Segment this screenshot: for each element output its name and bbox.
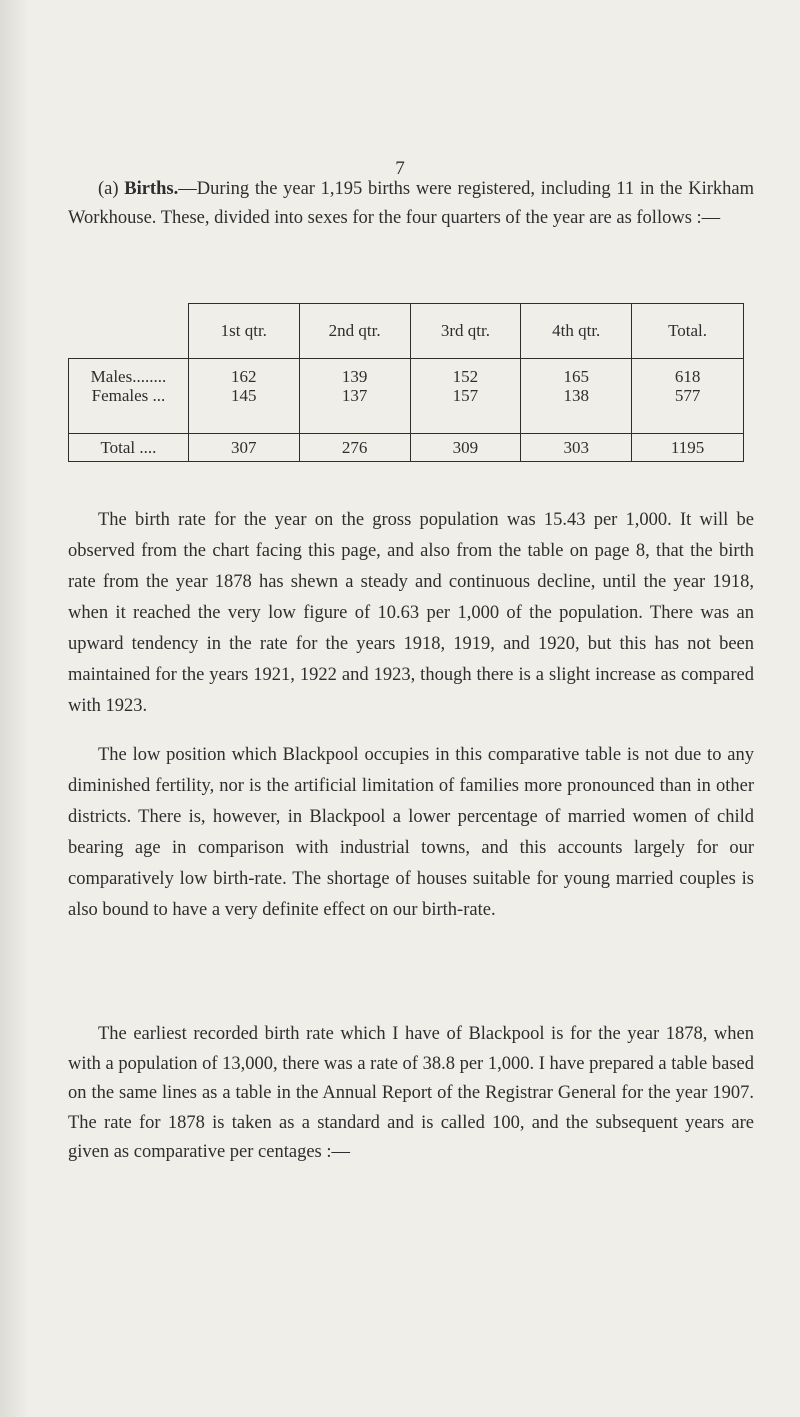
total-q3: 309 bbox=[410, 434, 521, 462]
females-q2: 137 bbox=[341, 386, 368, 405]
total-q1: 307 bbox=[188, 434, 299, 462]
row-label-males: Males........ bbox=[90, 367, 167, 386]
section-prefix: (a) bbox=[98, 179, 125, 199]
table-corner-cell bbox=[69, 304, 189, 359]
total-row-label: Total .... bbox=[69, 434, 189, 462]
table-data-rows bbox=[69, 359, 744, 434]
q1-cell bbox=[188, 359, 299, 434]
birth-rate-paragraph: The birth rate for the year on the gross population was 15.43 per 1,000. It will be observed from the chart facing this page, and also from the table on page 8, that the birth rate from the year 1878 has shewn a steady and continuous decline, until the year 1918, when it reached the very low figure of 10.63 per 1,000 of the population. There was an upward tendency in the rate for the years 1918, 1919, and 1920, but this has not been maintained for the years 1921, 1922 and 1923, though there is a slight increase as compared with 1923. bbox=[68, 510, 754, 716]
females-q1: 145 bbox=[231, 386, 257, 405]
column-header: 1st qtr. bbox=[188, 304, 299, 359]
total-cell bbox=[632, 359, 744, 434]
males-q2: 139 bbox=[341, 367, 368, 386]
page-edge-shadow bbox=[0, 0, 28, 1417]
page-number: 7 bbox=[395, 158, 405, 179]
males-q4: 165 bbox=[563, 367, 589, 386]
low-position-paragraph: The low position which Blackpool occupies in this comparative table is not due to any diminished fertility, nor is the artificial limitation of families more pronounced than in other districts. There is, however, in Blackpool a lower percentage of married women of child bearing age in comparison with industrial towns, and this accounts largely for our comparatively low birth-rate. The shortage of houses suitable for young married couples is also bound to have a very definite effect on our birth-rate. bbox=[68, 745, 754, 920]
males-total: 618 bbox=[674, 367, 701, 386]
q3-cell bbox=[410, 359, 521, 434]
column-header: 4th qtr. bbox=[521, 304, 632, 359]
table-total-row bbox=[69, 434, 744, 462]
males-q1: 162 bbox=[231, 367, 257, 386]
females-q4: 138 bbox=[563, 386, 589, 405]
births-intro-paragraph bbox=[68, 175, 754, 233]
q2-cell bbox=[299, 359, 410, 434]
column-header: 2nd qtr. bbox=[299, 304, 410, 359]
row-labels-cell bbox=[69, 359, 189, 434]
table-header-row bbox=[69, 304, 744, 359]
males-q3: 152 bbox=[452, 367, 479, 386]
q4-cell bbox=[521, 359, 632, 434]
section-intro: —During the year 1,195 births were registered, including 11 in the Kirkham Workhouse. These, divided into sexes for the four quarters of the year are as follows :— bbox=[68, 179, 754, 228]
earliest-rate-paragraph: The earliest recorded birth rate which I have of Blackpool is for the year 1878, when with a population of 13,000, there was a rate of 38.8 per 1,000. I have prepared a table based on the same lines as a table in the Annual Report of the Registrar General for the year 1907. The rate for 1878 is taken as a standard and is called 100, and the subsequent years are given as comparative per centages :— bbox=[68, 1024, 754, 1162]
total-all: 1195 bbox=[632, 434, 744, 462]
total-q2: 276 bbox=[299, 434, 410, 462]
row-label-females: Females ... bbox=[91, 386, 166, 405]
column-header: 3rd qtr. bbox=[410, 304, 521, 359]
section-heading: Births. bbox=[124, 179, 179, 199]
females-q3: 157 bbox=[452, 386, 479, 405]
column-header: Total. bbox=[632, 304, 744, 359]
females-total: 577 bbox=[674, 386, 701, 405]
total-q4: 303 bbox=[521, 434, 632, 462]
births-by-quarter-table bbox=[68, 303, 744, 462]
